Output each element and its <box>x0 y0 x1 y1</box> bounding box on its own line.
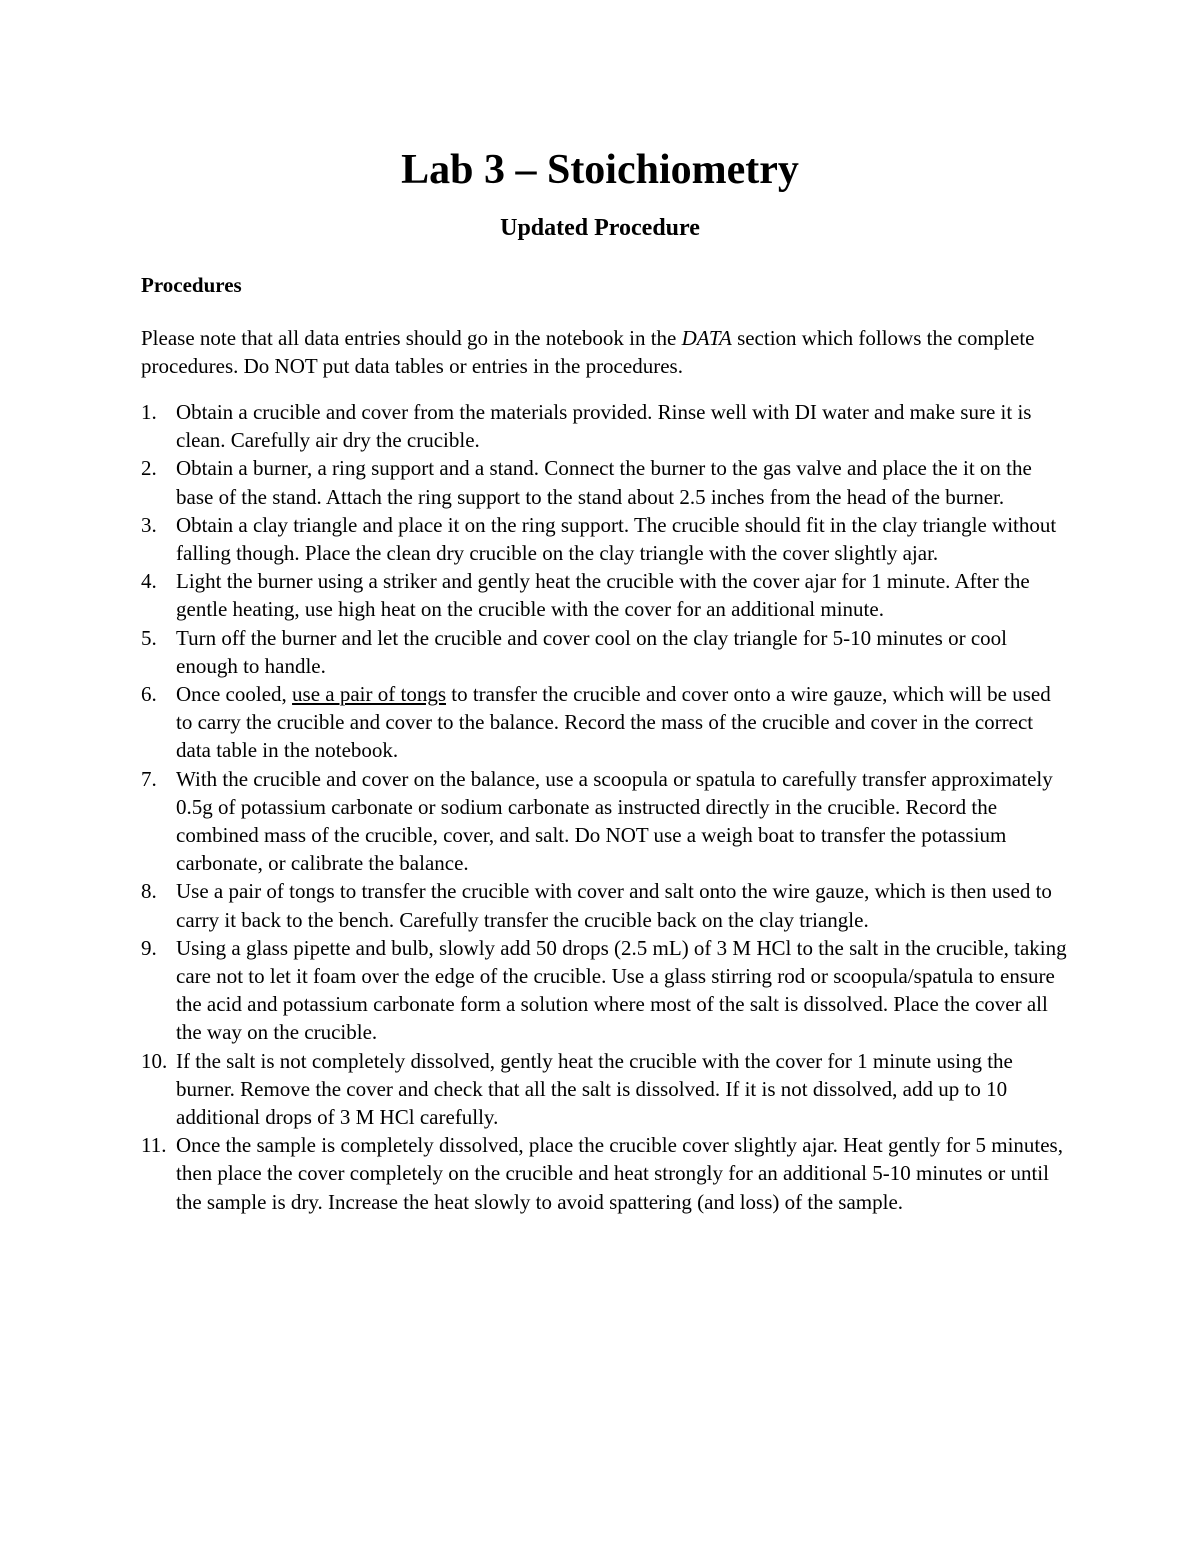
step-text-end: to transfer the crucible and cover onto a wire gauze, which will be used to carry the crucible and cover to the balance. Record the mass of the crucible and cover in the correct data table in the notebook. <box>176 682 1051 763</box>
procedure-step-1 <box>141 398 1071 454</box>
procedure-step-11 <box>141 1131 1071 1216</box>
step-number: 11. <box>141 1133 167 1158</box>
step-number: 7. <box>141 766 157 791</box>
step-text: Once the sample is completely dissolved, place the crucible cover slightly ajar. Heat gently for 5 minutes, then place the cover completely on the crucible and heat strongly for an additional 5-10 minutes or until the sample is dry. Increase the heat slowly to avoid spattering (and loss) of the sample. <box>176 1133 1063 1214</box>
step-text-underlined: use a pair of tongs <box>292 682 447 707</box>
step-text: Light the burner using a striker and gently heat the crucible with the cover ajar for 1 minute. After the gentle heating, use high heat on the crucible with the cover for an additional minute. <box>176 569 1030 622</box>
step-number: 10. <box>141 1048 168 1073</box>
section-heading: Procedures <box>141 273 242 297</box>
step-number: 4. <box>141 569 157 594</box>
step-text: Obtain a burner, a ring support and a stand. Connect the burner to the gas valve and place the it on the base of the stand. Attach the ring support to the stand about 2.5 inches from the head of the burner. <box>176 456 1032 509</box>
step-text: With the crucible and cover on the balance, use a scoopula or spatula to carefully transfer approximately 0.5g of potassium carbonate or sodium carbonate as instructed directly in the crucible. Record the combined mass of the crucible, cover, and salt. Do NOT use a weigh boat to transfer the potassium carbonate, or calibrate the balance. <box>176 766 1053 876</box>
step-number: 5. <box>141 625 157 650</box>
document-subtitle: Updated Procedure <box>500 215 700 241</box>
procedure-step-4 <box>141 567 1071 623</box>
intro-text-start: Please note that all data entries should go in the notebook in the <box>141 326 682 350</box>
procedure-step-6 <box>141 680 1071 765</box>
procedure-step-7 <box>141 765 1071 878</box>
document-title: Lab 3 – Stoichiometry <box>401 147 799 193</box>
intro-italic-data: DATA <box>681 326 732 350</box>
step-text: Using a glass pipette and bulb, slowly add 50 drops (2.5 mL) of 3 M HCl to the salt in the crucible, taking care not to let it foam over the edge of the crucible. Use a glass stirring rod or scoopula/spatula to ensure the acid and potassium carbonate form a solution where most of the salt is dissolved. Place the cover all the way on the crucible. <box>176 935 1067 1045</box>
step-number: 2. <box>141 456 157 481</box>
step-number: 1. <box>141 400 157 424</box>
step-number: 3. <box>141 512 157 537</box>
step-number: 8. <box>141 879 157 904</box>
procedure-step-5 <box>141 624 1071 680</box>
step-number: 6. <box>141 682 157 707</box>
intro-paragraph <box>141 324 1071 381</box>
intro-text-end: section which follows the complete procedures. Do NOT put data tables or entries in the procedures. <box>141 326 1035 379</box>
procedure-step-3 <box>141 511 1071 567</box>
step-text: If the salt is not completely dissolved, gently heat the crucible with the cover for 1 minute using the burner. Remove the cover and check that all the salt is dissolved. If it is not dissolved, add up to 10 additional drops of 3 M HCl carefully. <box>176 1048 1013 1130</box>
procedure-step-9 <box>141 934 1071 1047</box>
procedure-step-2 <box>141 454 1071 510</box>
step-text: Obtain a crucible and cover from the materials provided. Rinse well with DI water and make sure it is clean. Carefully air dry the crucible. <box>176 400 1032 453</box>
step-text: Turn off the burner and let the crucible and cover cool on the clay triangle for 5-10 minutes or cool enough to handle. <box>176 625 1007 678</box>
step-text: Obtain a clay triangle and place it on the ring support. The crucible should fit in the clay triangle without falling though. Place the clean dry crucible on the clay triangle with the cover slightly ajar. <box>176 512 1057 566</box>
step-text: Use a pair of tongs to transfer the crucible with cover and salt onto the wire gauze, which is then used to carry it back to the bench. Carefully transfer the crucible back on the clay triangle. <box>176 879 1052 932</box>
procedure-step-8 <box>141 877 1071 933</box>
step-number: 9. <box>141 935 157 960</box>
procedure-steps-list <box>141 398 1071 1216</box>
step-text-start: Once cooled, <box>176 682 293 707</box>
procedure-step-10 <box>141 1047 1071 1132</box>
